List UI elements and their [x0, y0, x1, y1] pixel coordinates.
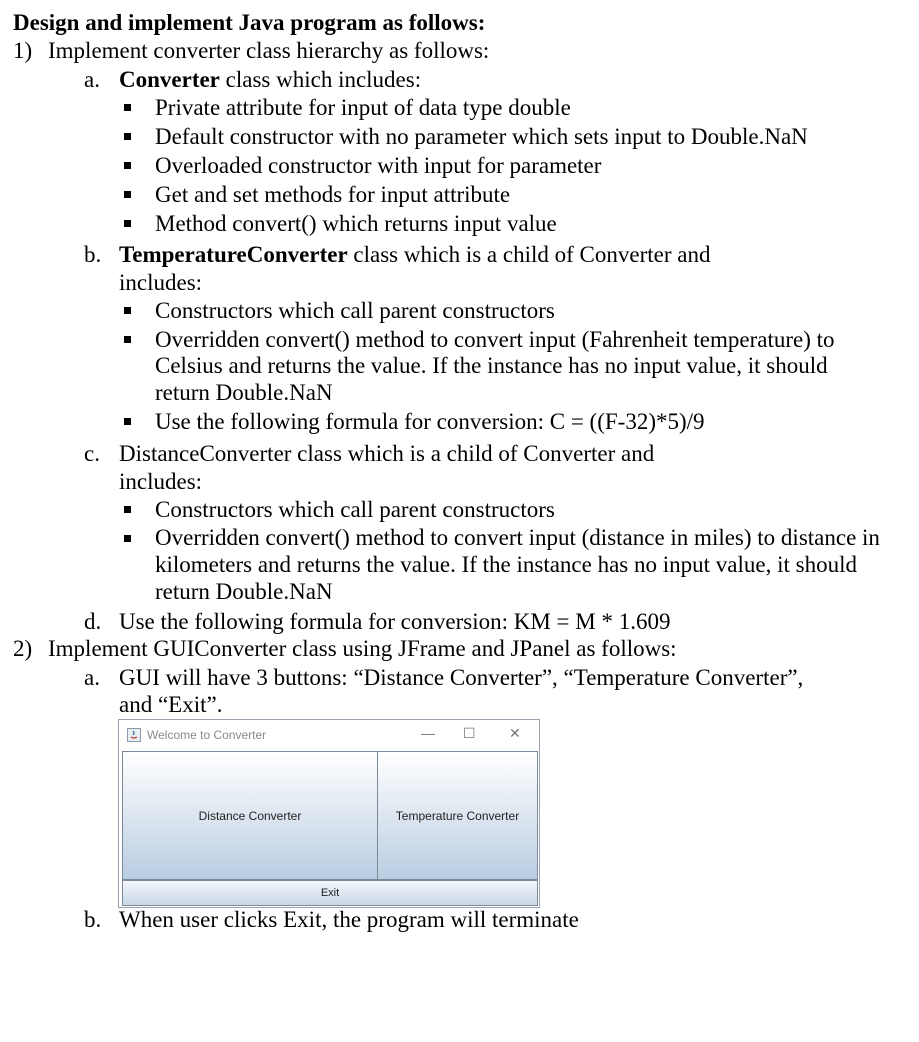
bullet-icon [124, 191, 131, 198]
item-1b-bullet-1: Constructors which call parent constructors [155, 298, 555, 323]
item-1a-text [119, 66, 421, 94]
item-2a-text-2: and “Exit”. [119, 692, 223, 717]
temperature-converter-button[interactable]: Temperature Converter [377, 751, 538, 880]
item-1b-rest: class which is a child of Converter and [347, 242, 711, 267]
converter-window [118, 719, 540, 908]
item-1a-bullet-3: Overloaded constructor with input for parameter [155, 153, 602, 178]
distance-converter-button[interactable]: Distance Converter [122, 751, 378, 880]
java-icon [127, 728, 141, 742]
section-1-number: 1) [13, 38, 33, 63]
maximize-button[interactable]: ☐ [463, 725, 476, 741]
item-2b-text: When user clicks Exit, the program will terminate [119, 907, 579, 932]
item-1b-text-2: includes: [119, 270, 203, 295]
window-title: Welcome to Converter [147, 728, 267, 742]
section-2-text: Implement GUIConverter class using JFrame and JPanel as follows: [48, 636, 677, 661]
bullet-icon [124, 220, 131, 227]
item-1c-bullet-2-line-1: Overridden convert() method to convert input (distance in miles) to distance in [155, 525, 880, 550]
item-1a-rest: class which includes: [219, 67, 422, 92]
bullet-icon [124, 535, 131, 542]
bullet-icon [124, 336, 131, 343]
bullet-icon [124, 162, 131, 169]
item-2a-letter: a. [84, 665, 100, 690]
bullet-icon [124, 418, 131, 425]
item-1c-text: DistanceConverter class which is a child of Converter and [119, 441, 655, 466]
item-1a-bold: Converter [119, 67, 220, 92]
page-title: Design and implement Java program as follows: [13, 10, 486, 35]
window-titlebar [119, 720, 539, 751]
item-1a-bullet-2: Default constructor with no parameter which sets input to Double.NaN [155, 124, 808, 149]
bullet-icon [124, 506, 131, 513]
close-button[interactable]: ✕ [509, 725, 521, 741]
bullet-icon [124, 104, 131, 111]
exit-button[interactable]: Exit [122, 880, 538, 906]
minimize-button[interactable]: — [421, 725, 435, 741]
item-1c-letter: c. [84, 441, 100, 466]
item-1a-letter: a. [84, 67, 100, 92]
item-2b-letter: b. [84, 907, 102, 932]
item-1b-letter: b. [84, 242, 102, 267]
item-1c-text-2: includes: [119, 469, 203, 494]
bullet-icon [124, 307, 131, 314]
item-1a-bullet-1: Private attribute for input of data type double [155, 95, 571, 120]
item-1b-bold: TemperatureConverter [119, 242, 348, 267]
item-1a-bullet-4: Get and set methods for input attribute [155, 182, 511, 207]
item-1d-text: Use the following formula for conversion: KM = M * 1.609 [119, 609, 671, 634]
item-1b-bullet-3: Use the following formula for conversion: C = ((F-32)*5)/9 [155, 409, 705, 434]
item-1c-bullet-2-line-3: return Double.NaN [155, 579, 333, 604]
item-1b-bullet-2-line-1: Overridden convert() method to convert input (Fahrenheit temperature) to [155, 327, 835, 352]
item-2a-text: GUI will have 3 buttons: “Distance Converter”, “Temperature Converter”, [119, 665, 804, 690]
section-2-number: 2) [13, 636, 33, 661]
section-1-text: Implement converter class hierarchy as follows: [48, 38, 490, 63]
item-1c-bullet-2-line-2: kilometers and returns the value. If the instance has no input value, it should [155, 552, 857, 577]
item-1b-bullet-2-line-2: Celsius and returns the value. If the instance has no input value, it should [155, 353, 828, 378]
item-1b-bullet-2-line-3: return Double.NaN [155, 380, 333, 405]
bullet-icon [124, 133, 131, 140]
item-1d-letter: d. [84, 609, 102, 634]
item-1a-bullet-5: Method convert() which returns input value [155, 211, 557, 236]
item-1c-bullet-1: Constructors which call parent constructors [155, 497, 555, 522]
item-1b-text [119, 241, 710, 269]
